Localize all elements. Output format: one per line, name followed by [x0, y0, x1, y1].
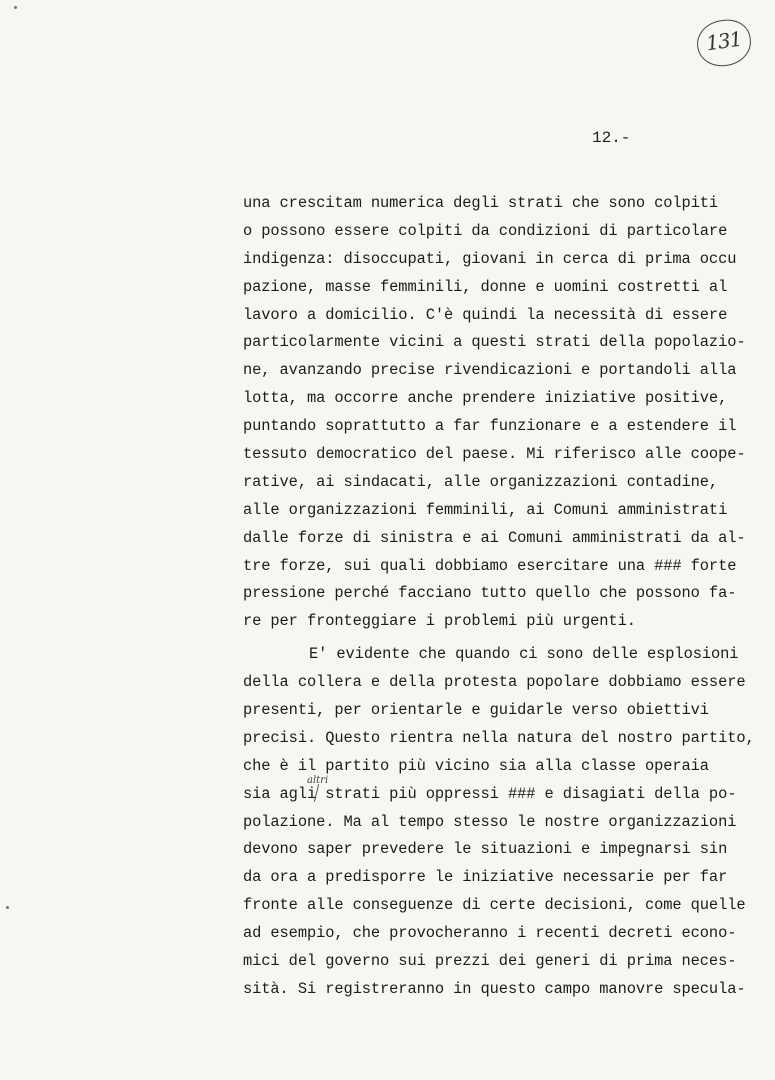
archive-number: 131 [704, 26, 743, 56]
text-line: sia agli strati più oppressi ### e disagiati della po- [243, 784, 737, 803]
text-line: della collera e della protesta popolare dobbiamo essere [243, 673, 746, 692]
text-line: tre forze, sui quali dobbiamo esercitare una ### forte [243, 556, 737, 575]
body-text [243, 190, 775, 1004]
text-line: o possono essere colpiti da condizioni di particolare [243, 221, 728, 240]
page-number: 12.- [592, 129, 631, 147]
paper-speck [6, 906, 9, 909]
text-line: ad esempio, che provocheranno i recenti decreti econo- [243, 924, 737, 943]
text-line: particolarmente vicini a questi strati della popolazio- [243, 333, 746, 352]
handwritten-insert: altri [307, 775, 329, 786]
text-line: puntando soprattutto a far funzionare e a estendere il [243, 417, 737, 436]
paper-speck [14, 6, 17, 9]
text-line: re per fronteggiare i problemi più urgenti. [243, 612, 636, 631]
text-line: ne, avanzando precise rivendicazioni e portandoli alla [243, 361, 737, 380]
text-line: rative, ai sindacati, alle organizzazioni contadine, [243, 472, 719, 491]
text-line: una crescitam numerica degli strati che sono colpiti [243, 194, 719, 212]
text-line: sità. Si registreranno in questo campo manovre specula- [243, 979, 746, 998]
text-line: lavoro a domicilio. C'è quindi la necessità di essere [243, 305, 728, 324]
text-line: polazione. Ma al tempo stesso le nostre organizzazioni [243, 812, 737, 831]
text-line-paragraph-start: E' evidente che quando ci sono delle esplosioni [309, 645, 739, 664]
text-line: fronte alle conseguenze di certe decisioni, come quelle [243, 896, 746, 915]
text-line: pressione perché facciano tutto quello che possono fa- [243, 584, 737, 603]
text-line: precisi. Questo rientra nella natura del nostro partito, [243, 728, 755, 747]
text-line: devono saper prevedere le situazioni e impegnarsi sin [243, 840, 728, 859]
text-line: tessuto democratico del paese. Mi riferisco alle coope- [243, 445, 746, 464]
archive-number-stamp [694, 16, 754, 69]
text-line: presenti, per orientarle e guidarle verso obiettivi [243, 701, 709, 720]
text-line: mici del governo sui prezzi dei generi di prima neces- [243, 952, 737, 971]
text-line: lotta, ma occorre anche prendere iniziative positive, [243, 389, 728, 408]
text-line: indigenza: disoccupati, giovani in cerca di prima occu [243, 249, 737, 268]
text-line: da ora a predisporre le iniziative necessarie per far [243, 868, 728, 887]
text-line: dalle forze di sinistra e ai Comuni amministrati da al- [243, 528, 746, 547]
text-line: alle organizzazioni femminili, ai Comuni amministrati [243, 500, 728, 519]
text-line: che è il partito più vicino sia alla classe operaia [243, 756, 709, 775]
text-line: pazione, masse femminili, donne e uomini costretti al [243, 277, 728, 296]
